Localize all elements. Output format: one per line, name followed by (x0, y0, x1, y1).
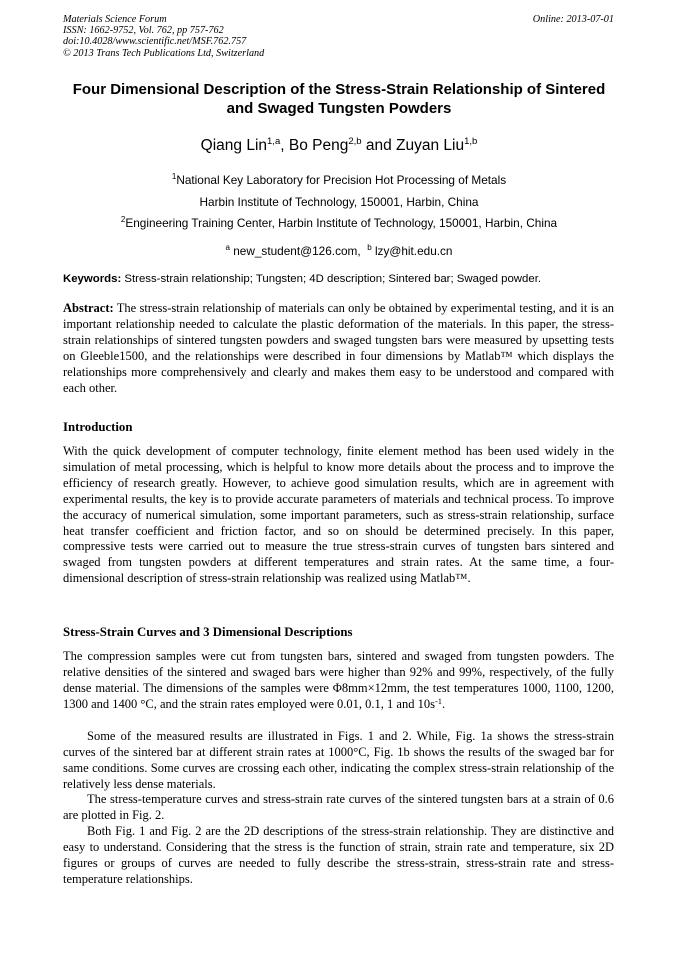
keywords-label: Keywords: (63, 273, 122, 285)
abstract-text: The stress-strain relationship of materials can only be obtained by experimental testing, and it is an important relationship needed to calculate the plastic deformation of the materials. In this paper, the stress-strain relationships of sintered tungsten powders and swaged tungsten bars were measured by upsetting tests on Gleeble1500, and the relationships were described in four dimensions by Matlab™ which displays the relationships more comprehensively and clearly and makes them easy to be understood and compared with each other. (63, 301, 614, 395)
author-name: Qiang Lin (200, 137, 268, 154)
copyright-line: © 2013 Trans Tech Publications Ltd, Switzerland (63, 47, 265, 59)
affiliation-1-line2: Harbin Institute of Technology, 150001, Harbin, China (199, 195, 479, 209)
online-date: Online: 2013-07-01 (532, 14, 614, 25)
issn-line: ISSN: 1662-9752, Vol. 762, pp 757-762 (63, 25, 224, 37)
email-sup: b (367, 243, 372, 252)
unit-superscript: -1 (434, 695, 443, 706)
section-heading-curves: Stress-Strain Curves and 3 Dimensional Descriptions (63, 625, 353, 639)
author-name: Zuyan Liu (396, 137, 465, 154)
email-sup: a (225, 243, 230, 252)
email-b[interactable]: lzy@hit.edu.cn (374, 244, 453, 258)
doi-line[interactable]: doi:10.4028/www.scientific.net/MSF.762.757 (63, 36, 247, 48)
journal-header (63, 14, 264, 59)
section2-paragraph-2: Some of the measured results are illustrated in Figs. 1 and 2. While, Fig. 1a shows the stress-strain curves of the sintered bar at different strain rates at 1000°C, Fig. 1b shows the results of the swaged bar for same conditions. Some curves are crossing each other, indicating the complex stress-strain relationship of the relatively less dense materials. (63, 729, 614, 791)
author-separator: , (280, 137, 289, 154)
affiliation-1 (40, 173, 638, 187)
keywords-text: Stress-strain relationship; Tungsten; 4D description; Sintered bar; Swaged powder. (124, 273, 542, 285)
paragraph-end: . (442, 696, 446, 711)
affiliation-text: National Key Laboratory for Precision Hot Processing of Metals (176, 173, 507, 187)
affiliation-sup: 2 (120, 215, 126, 224)
keywords (63, 272, 623, 286)
section-heading-introduction: Introduction (63, 420, 133, 434)
author-sup: 1,a (267, 136, 281, 147)
author-line (40, 136, 638, 156)
intro-paragraph: With the quick development of computer technology, finite element method has been used widely in the simulation of metal processing, which is helpful to know more details about the process and to improve the efficiency of research greatly. However, to achieve good simulation results, which are in agreement with experimental results, the key is to provide accurate parameters of materials and technical process. To improve the accuracy of numerical simulation, some important parameters, such as stress-strain relationship, surface heat transfer coefficient and friction factor, and so on should be determined precisely. In this paper, compressive tests were carried out to measure the true stress-strain curves of tungsten bars sintered and swaged from tungsten powders at different temperatures and strain rates. At the same time, a four-dimensional description of stress-strain relationship was realized using Matlab™. (63, 444, 614, 586)
author-name: Bo Peng (288, 137, 349, 154)
affiliation-2 (40, 216, 638, 230)
section2-paragraph-3: The stress-temperature curves and stress-strain rate curves of the sintered tungsten bars at a strain of 0.6 are plotted in Fig. 2. (63, 792, 614, 822)
author-sup: 1,b (464, 136, 478, 147)
abstract (63, 301, 614, 396)
email-a[interactable]: new_student@126.com, (233, 244, 361, 258)
author-sup: 2,b (348, 136, 362, 147)
section2-paragraph-1 (63, 649, 614, 713)
journal-name: Materials Science Forum (63, 14, 167, 25)
author-separator: and (361, 137, 397, 154)
affiliation-sup: 1 (171, 172, 177, 181)
paragraph-text: The compression samples were cut from tungsten bars, sintered and swaged from tungsten powders. The relative densities of the sintered and swaged bars were higher than 92% and 99%, respectively, of the fully dense material. The dimensions of the samples were Φ8mm×12mm, the test temperatures 1000, 1100, 1200, 1300 and 1400 °C, and the strain rates employed were 0.01, 0.1, 1 and 10s (63, 649, 614, 711)
affiliation-text: Engineering Training Center, Harbin Institute of Technology, 150001, Harbin, China (125, 216, 558, 230)
email-line (40, 244, 638, 258)
abstract-label: Abstract: (63, 301, 114, 315)
paper-title: Four Dimensional Description of the Stress-Strain Relationship of Sintered and Swaged Tungsten Powders (72, 81, 606, 117)
section2-paragraph-4: Both Fig. 1 and Fig. 2 are the 2D descriptions of the stress-strain relationship. They are distinctive and easy to understand. Considering that the stress is the function of strain, strain rate and temperature, six 2D figures or groups of curves are needed to fully describe the stress-strain, stress-strain rate and stress-temperature relationships. (63, 824, 614, 886)
